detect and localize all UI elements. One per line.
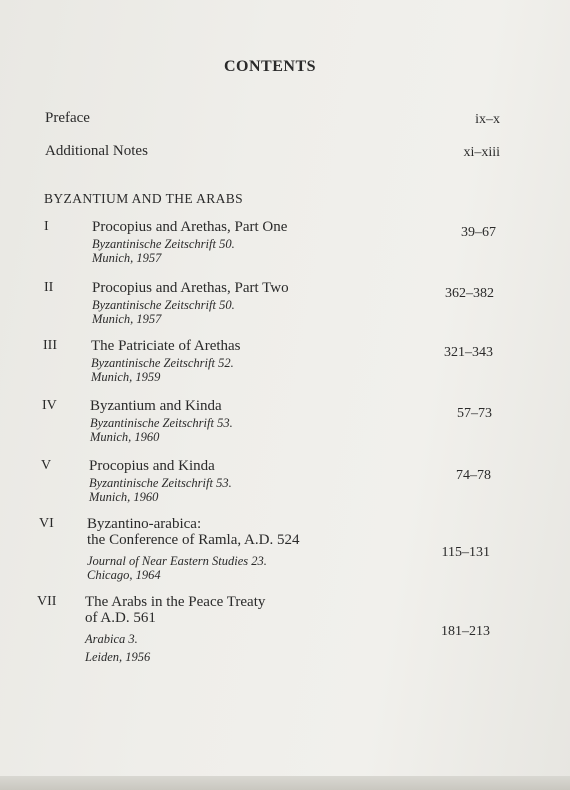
front-matter-label: Preface <box>45 110 90 126</box>
entry-number: IV <box>42 398 57 413</box>
entry-title-line: Byzantino-arabica: <box>87 516 202 532</box>
entry-citation-line: Leiden, 1956 <box>85 650 151 664</box>
entry-title-line: Procopius and Kinda <box>89 458 215 474</box>
entry-title-line: The Arabs in the Peace Treaty <box>85 594 266 610</box>
entry-citation-line: Munich, 1960 <box>90 430 160 444</box>
entry-citation-line: Byzantinische Zeitschrift 50. <box>92 298 235 312</box>
entry-citation-line: Munich, 1959 <box>91 370 161 384</box>
entry-title-line: Procopius and Arethas, Part Two <box>92 280 289 296</box>
entry-citation-line: Byzantinische Zeitschrift 50. <box>92 237 235 251</box>
front-matter-preface <box>45 110 500 127</box>
entry-number: VII <box>37 594 57 609</box>
page-heading: CONTENTS <box>223 58 317 75</box>
front-matter-label: Additional Notes <box>45 143 148 159</box>
entry-title <box>85 594 265 626</box>
entry-citation <box>90 416 233 444</box>
entry-title <box>91 338 241 354</box>
front-matter-pages: ix–x <box>475 112 500 127</box>
entry-citation-line: Journal of Near Eastern Studies 23. <box>87 554 267 568</box>
entry-title-line: the Conference of Ramla, A.D. 524 <box>87 532 300 548</box>
entry-citation <box>91 356 234 384</box>
entry-citation <box>85 630 150 666</box>
entry-citation <box>92 237 235 265</box>
entry-title-line: The Patriciate of Arethas <box>91 338 241 354</box>
entry-pages: 57–73 <box>457 406 492 421</box>
front-matter-additional-notes <box>45 143 500 160</box>
entry-number: II <box>44 280 54 295</box>
entry-citation-line: Byzantinische Zeitschrift 53. <box>89 476 232 490</box>
entry-title <box>89 458 215 474</box>
section-title: BYZANTIUM AND THE ARABS <box>44 191 244 206</box>
entry-citation-line: Munich, 1957 <box>92 251 162 265</box>
page-bottom-edge <box>0 776 570 790</box>
entry-title-line: Procopius and Arethas, Part One <box>92 219 288 235</box>
entry-pages: 321–343 <box>444 345 493 360</box>
entry-pages: 115–131 <box>441 545 490 560</box>
entry-pages: 39–67 <box>461 225 496 240</box>
entry-title <box>90 398 222 414</box>
entry-citation <box>87 554 267 582</box>
entry-title <box>92 280 289 296</box>
entry-citation-line: Munich, 1960 <box>89 490 159 504</box>
entry-title-line: Byzantium and Kinda <box>90 398 222 414</box>
entry-citation-line: Arabica 3. <box>85 632 138 646</box>
entry-number: III <box>43 338 57 353</box>
entry-citation-line: Byzantinische Zeitschrift 53. <box>90 416 233 430</box>
entry-title <box>92 219 287 235</box>
entry-number: V <box>41 458 52 473</box>
entry-pages: 362–382 <box>445 286 494 301</box>
entry-pages: 74–78 <box>456 468 491 483</box>
entry-title-line: of A.D. 561 <box>85 610 156 626</box>
entry-title <box>87 516 299 548</box>
front-matter-pages: xi–xiii <box>463 145 500 160</box>
entry-number: I <box>44 219 49 234</box>
entry-number: VI <box>39 516 54 531</box>
entry-pages: 181–213 <box>441 624 490 639</box>
entry-citation <box>89 476 232 504</box>
entry-citation <box>92 298 235 326</box>
entry-citation-line: Byzantinische Zeitschrift 52. <box>91 356 234 370</box>
entry-citation-line: Munich, 1957 <box>92 312 162 326</box>
entry-citation-line: Chicago, 1964 <box>87 568 161 582</box>
